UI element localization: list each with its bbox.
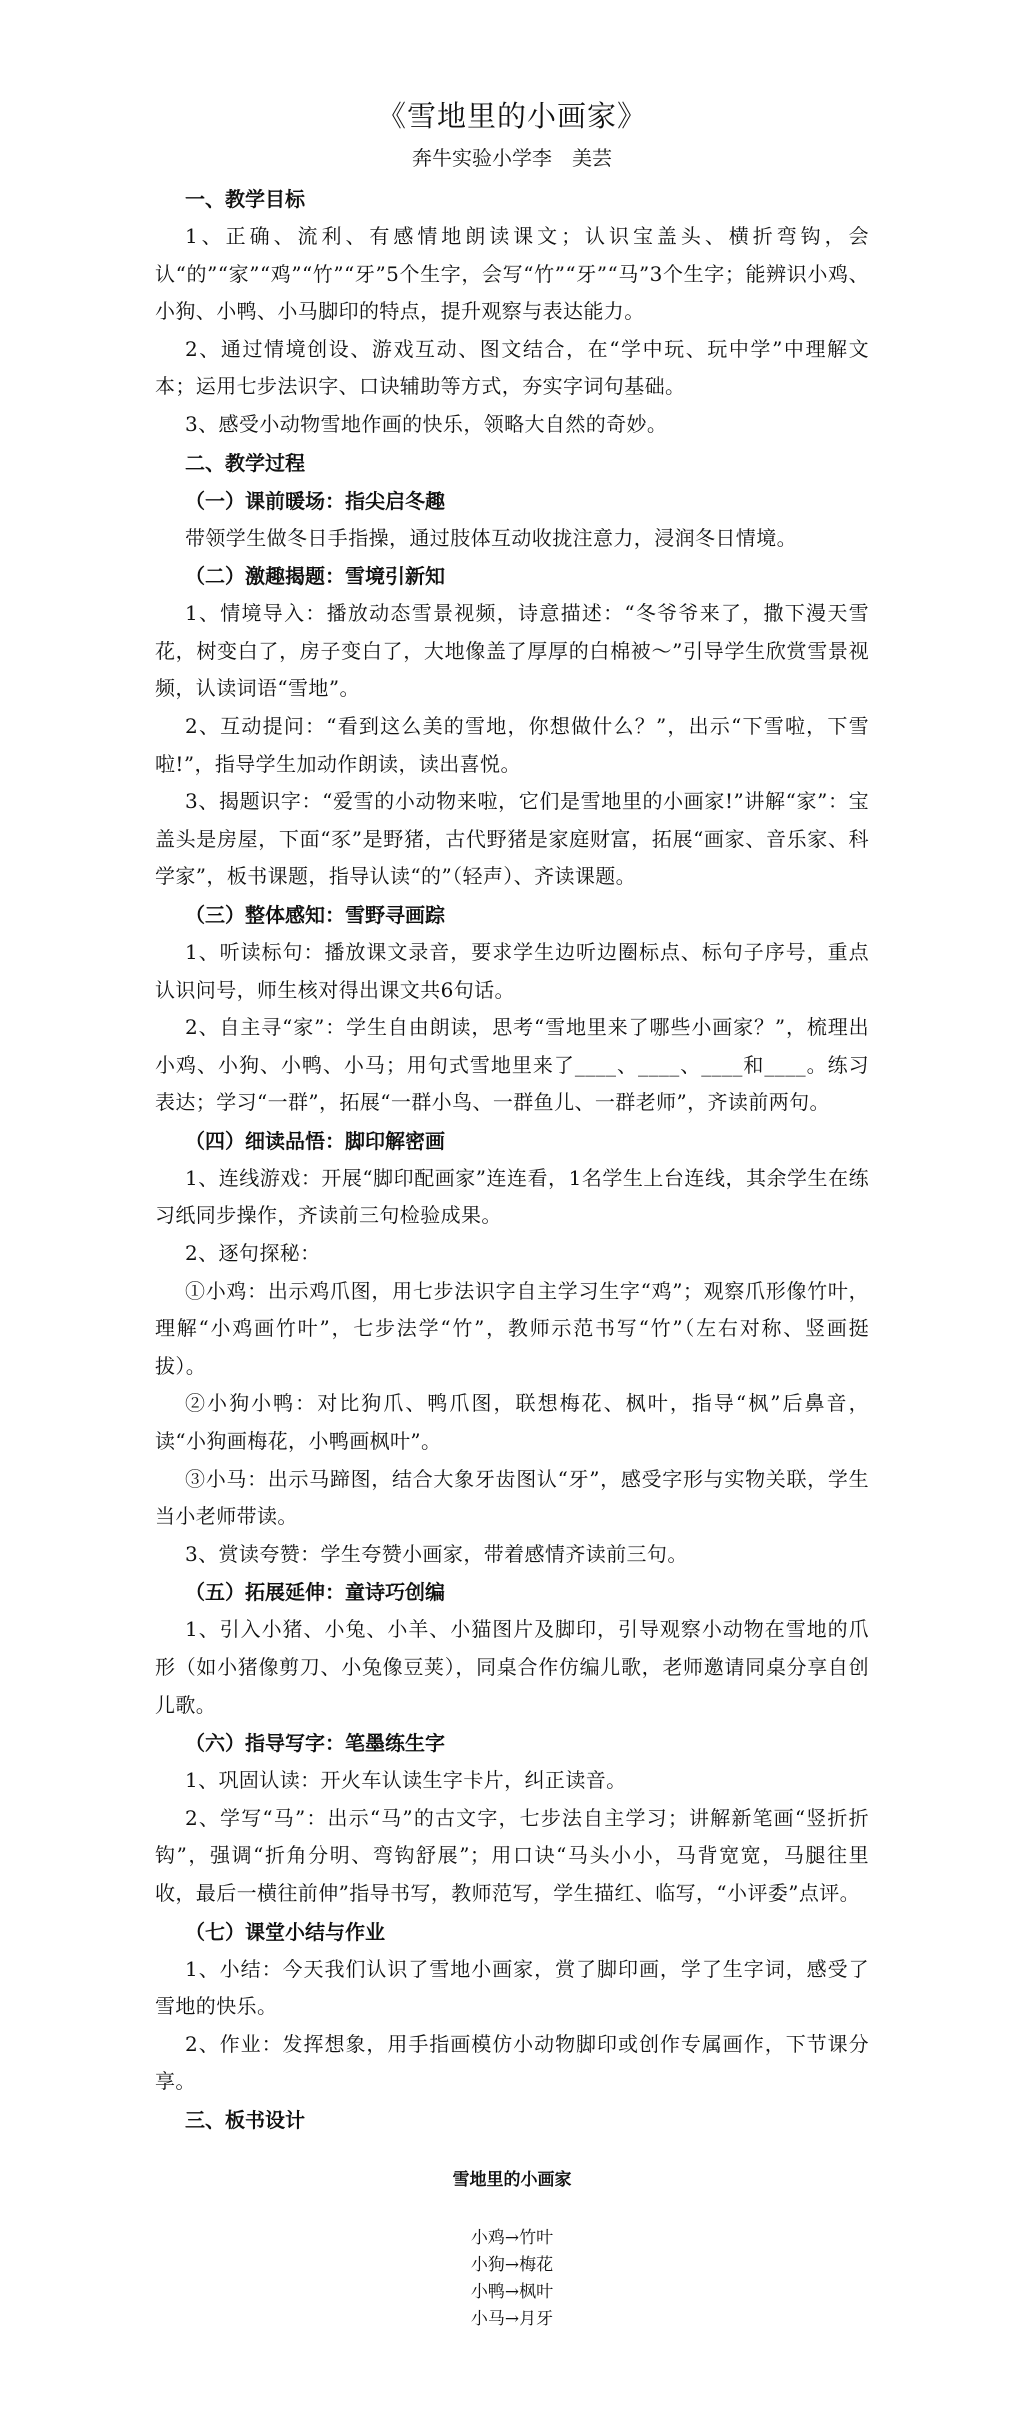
board-line: 小马→月牙 bbox=[470, 2308, 554, 2329]
subsection-heading: （一）课前暖场：指尖启冬趣 bbox=[185, 488, 445, 513]
paragraph: 1、情境导入：播放动态雪景视频，诗意描述：“冬爷爷来了，撒下漫天雪花，树变白了，房子变白了，大地像盖了厚厚的白棉被～”引导学生欣赏雪景视频，认读词语“雪地”。 bbox=[155, 601, 869, 701]
paragraph: 1、正确、流利、有感情地朗读课文；认识宝盖头、横折弯钩，会认“的”“家”“鸡”“竹”“牙”5个生字，会写“竹”“牙”“马”3个生字；能辨识小鸡、小狗、小鸭、小马脚印的特点，提升观察与表达能力。 bbox=[155, 224, 869, 324]
paragraph: 2、通过情境创设、游戏互动、图文结合，在“学中玩、玩中学”中理解文本；运用七步法识字、口诀辅助等方式，夯实字词句基础。 bbox=[155, 336, 869, 399]
board-design bbox=[155, 2165, 869, 2333]
paragraph: 3、赏读夸赞：学生夸赞小画家，带着感情齐读前三句。 bbox=[185, 1541, 688, 1566]
paragraph: ③小马：出示马蹄图，结合大象牙齿图认“牙”，感受字形与实物关联，学生当小老师带读。 bbox=[155, 1466, 869, 1529]
paragraph: 2、逐句探秘： bbox=[185, 1241, 321, 1266]
paragraph: 1、小结：今天我们认识了雪地小画家，赏了脚印画，学了生字词，感受了雪地的快乐。 bbox=[155, 1956, 869, 2019]
paragraph: 2、作业：发挥想象，用手指画模仿小动物脚印或创作专属画作，下节课分享。 bbox=[155, 2031, 869, 2094]
paragraph: 1、连线游戏：开展“脚印配画家”连连看，1名学生上台连线，其余学生在练习纸同步操作，齐读前三句检验成果。 bbox=[155, 1165, 869, 1228]
paragraph: 2、自主寻“家”：学生自由朗读，思考“雪地里来了哪些小画家？”，梳理出小鸡、小狗、小鸭、小马；用句式雪地里来了____、____、____和____。练习表达；学习“一群”，拓展“一群小鸟、一群鱼儿、一群老师”，齐读前两句。 bbox=[155, 1015, 869, 1115]
document-page bbox=[155, 96, 869, 2333]
paragraph: 3、揭题识字：“爱雪的小动物来啦，它们是雪地里的小画家!”讲解“家”：宝盖头是房屋，下面“豕”是野猪，古代野猪是家庭财富，拓展“画家、音乐家、科学家”，板书课题，指导认读“的”（轻声）、齐读课题。 bbox=[155, 789, 869, 889]
board-title: 雪地里的小画家 bbox=[452, 2169, 572, 2190]
section-heading-process: 二、教学过程 bbox=[185, 450, 305, 475]
subsection-heading: （七）课堂小结与作业 bbox=[185, 1919, 385, 1944]
subsection-heading: （二）激趣揭题：雪境引新知 bbox=[185, 564, 445, 589]
subsection-heading: （四）细读品悟：脚印解密画 bbox=[185, 1128, 445, 1153]
subsection-heading: （五）拓展延伸：童诗巧创编 bbox=[185, 1580, 445, 1605]
document-author: 奔牛实验小学李 美芸 bbox=[412, 146, 612, 170]
subsection-heading: （三）整体感知：雪野寻画踪 bbox=[185, 902, 445, 927]
subsection-heading: （六）指导写字：笔墨练生字 bbox=[185, 1731, 445, 1756]
paragraph: ②小狗小鸭：对比狗爪、鸭爪图，联想梅花、枫叶，指导“枫”后鼻音，读“小狗画梅花，小鸭画枫叶”。 bbox=[155, 1391, 869, 1454]
paragraph: 3、感受小动物雪地作画的快乐，领略大自然的奇妙。 bbox=[185, 411, 668, 436]
paragraph: ①小鸡：出示鸡爪图，用七步法识字自主学习生字“鸡”；观察爪形像竹叶，理解“小鸡画竹叶”，七步法学“竹”，教师示范书写“竹”（左右对称、竖画挺拔）。 bbox=[155, 1278, 869, 1378]
paragraph: 2、学写“马”：出示“马”的古文字，七步法自主学习；讲解新笔画“竖折折钩”，强调“折角分明、弯钩舒展”；用口诀“马头小小，马背宽宽，马腿往里收，最后一横往前伸”指导书写，教师范写，学生描红、临写，“小评委”点评。 bbox=[155, 1805, 869, 1905]
document-title: 《雪地里的小画家》 bbox=[376, 99, 647, 133]
paragraph: 1、引入小猪、小兔、小羊、小猫图片及脚印，引导观察小动物在雪地的爪形（如小猪像剪刀、小兔像豆荚），同桌合作仿编儿歌，老师邀请同桌分享自创儿歌。 bbox=[155, 1617, 869, 1717]
paragraph: 1、巩固认读：开火车认读生字卡片，纠正读音。 bbox=[185, 1768, 627, 1793]
section-heading-board: 三、板书设计 bbox=[185, 2107, 305, 2132]
paragraph: 带领学生做冬日手指操，通过肢体互动收拢注意力，浸润冬日情境。 bbox=[185, 525, 797, 550]
paragraph: 2、互动提问：“看到这么美的雪地，你想做什么？”，出示“下雪啦，下雪啦!”，指导学生加动作朗读，读出喜悦。 bbox=[155, 713, 869, 776]
board-line: 小狗→梅花 bbox=[470, 2254, 554, 2275]
board-line: 小鸭→枫叶 bbox=[470, 2281, 554, 2302]
section-heading-goals: 一、教学目标 bbox=[185, 187, 305, 211]
board-line: 小鸡→竹叶 bbox=[470, 2227, 554, 2248]
paragraph: 1、听读标句：播放课文录音，要求学生边听边圈标点、标句子序号，重点认识问号，师生核对得出课文共6句话。 bbox=[155, 939, 869, 1002]
